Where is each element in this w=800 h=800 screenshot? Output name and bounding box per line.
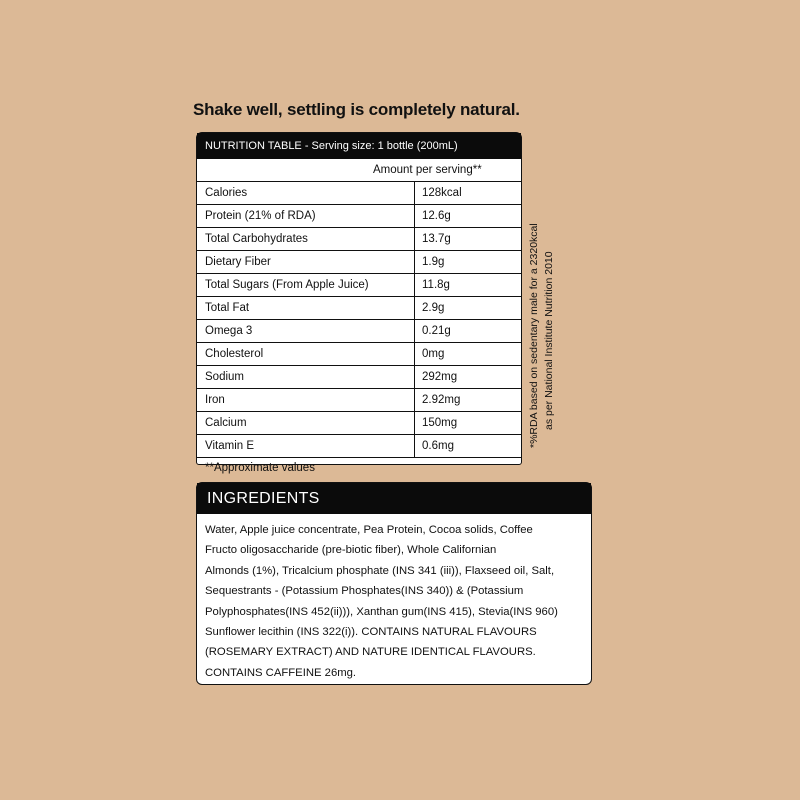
nutrient-name: Omega 3 <box>197 320 415 342</box>
nutrition-row <box>197 274 521 297</box>
nutrient-value: 0.6mg <box>422 440 454 452</box>
nutrition-row <box>197 366 521 389</box>
nutrient-name: Iron <box>197 389 415 411</box>
nutrient-name: Dietary Fiber <box>197 251 415 273</box>
nutrient-value: 128kcal <box>422 187 462 199</box>
nutrition-row <box>197 435 521 458</box>
ingredients-text <box>197 514 591 683</box>
nutrition-rows <box>197 182 521 458</box>
nutrient-value: 12.6g <box>422 210 451 222</box>
nutrient-name: Calcium <box>197 412 415 434</box>
nutrition-row <box>197 297 521 320</box>
nutrient-value: 2.9g <box>422 302 445 314</box>
ingredients-panel <box>196 482 592 685</box>
ingredients-line: CONTAINS CAFFEINE 26mg. <box>205 666 357 679</box>
nutrient-name: Protein (21% of RDA) <box>197 205 415 227</box>
nutrient-name: Calories <box>197 182 415 204</box>
rda-note-line-2: as per National Institute Nutrition 2010 <box>543 251 555 430</box>
headline: Shake well, settling is completely natural. <box>193 100 520 119</box>
ingredients-line: Sequestrants - (Potassium Phosphates(INS 340)) & (Potassium <box>205 585 524 598</box>
nutrient-value: 11.8g <box>422 279 450 291</box>
nutrient-value: 0mg <box>422 348 445 360</box>
nutrition-row <box>197 205 521 228</box>
nutrition-row <box>197 251 521 274</box>
nutrition-row <box>197 320 521 343</box>
nutrition-row <box>197 182 521 205</box>
rda-note-line-1: *%RDA based on sedentary male for a 2320kcal <box>528 223 540 448</box>
nutrient-name: Total Sugars (From Apple Juice) <box>197 274 415 296</box>
nutrition-table <box>196 132 522 474</box>
nutrient-name: Total Carbohydrates <box>197 228 415 250</box>
nutrition-row <box>197 228 521 251</box>
nutrition-row <box>197 389 521 412</box>
nutrient-value: 0.21g <box>422 325 451 337</box>
approximate-values-footnote: **Approximate values <box>205 462 315 474</box>
amount-per-serving-label: Amount per serving** <box>197 159 521 182</box>
nutrient-value: 292mg <box>422 371 458 383</box>
nutrition-table-header: NUTRITION TABLE - Serving size: 1 bottle (200mL) <box>197 133 521 159</box>
nutrient-value: 150mg <box>422 417 458 429</box>
nutrient-value: 2.92mg <box>422 394 461 406</box>
nutrient-value: 1.9g <box>422 256 445 268</box>
nutrient-value: 13.7g <box>422 233 451 245</box>
nutrient-name: Cholesterol <box>197 343 415 365</box>
ingredients-line: Polyphosphates(INS 452(ii))), Xanthan gum(INS 415), Stevia(INS 960) <box>205 605 558 618</box>
nutrition-row <box>197 412 521 435</box>
rda-note <box>527 223 557 448</box>
ingredients-line: (ROSEMARY EXTRACT) AND NATURE IDENTICAL FLAVOURS. <box>205 646 536 659</box>
ingredients-line: Fructo oligosaccharide (pre-biotic fiber), Whole Californian <box>205 544 497 557</box>
nutrient-name: Sodium <box>197 366 415 388</box>
ingredients-line: Almonds (1%), Tricalcium phosphate (INS 341 (iii)), Flaxseed oil, Salt, <box>205 564 555 577</box>
ingredients-line: Sunflower lecithin (INS 322(i)). CONTAINS NATURAL FLAVOURS <box>205 625 537 638</box>
nutrition-row <box>197 343 521 366</box>
nutrient-name: Vitamin E <box>197 435 415 457</box>
nutrient-name: Total Fat <box>197 297 415 319</box>
ingredients-line: Water, Apple juice concentrate, Pea Protein, Cocoa solids, Coffee <box>205 524 533 536</box>
ingredients-title: INGREDIENTS <box>197 483 591 514</box>
